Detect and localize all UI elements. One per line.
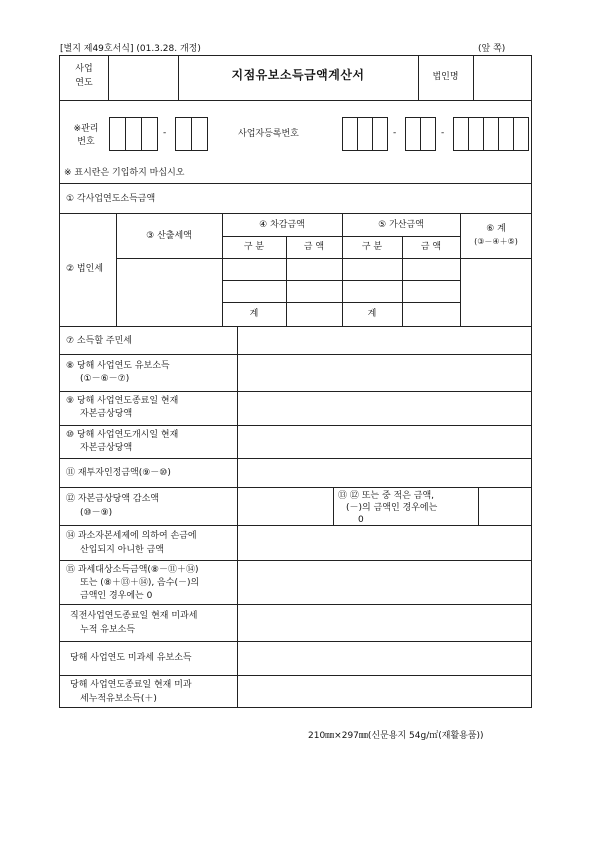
deduction-total-label: 계 (249, 309, 259, 319)
deduction-amount-header: 금 액 (303, 242, 325, 252)
row-11-label: ⑪ 재투자인정금액(⑨－⑩) (66, 468, 171, 478)
row-18-label: 당해 사업연도종료일 현재 미과 세누적유보소득(＋) (70, 680, 192, 704)
row-6-label: ⑥ 계 (③－④＋⑤) (474, 224, 518, 246)
mgmt-box-3[interactable] (141, 117, 158, 151)
divider (59, 458, 532, 459)
row-3-label: ③ 산출세액 (146, 231, 192, 241)
business-year-label: 사업 연도 (75, 64, 93, 88)
biz-reg-box-10[interactable] (513, 117, 529, 151)
row-12-label: ⑫ 자본금상당액 감소액 (⑩－⑨) (66, 494, 159, 518)
divider (59, 354, 532, 355)
mgmt-dash: - (163, 128, 167, 138)
divider (116, 213, 117, 326)
divider (222, 302, 460, 303)
addition-amount-header: 금 액 (420, 242, 442, 252)
mgmt-box-5[interactable] (191, 117, 208, 151)
divider (59, 100, 532, 101)
notice-text: ※ 표시란은 기입하지 마십시오 (64, 168, 185, 178)
row-17-label: 당해 사업연도 미과세 유보소득 (70, 653, 192, 663)
divider (59, 675, 532, 676)
addition-total-label: 계 (367, 309, 377, 319)
row-5-label: ⑤ 가산금액 (378, 220, 424, 230)
biz-reg-box-5[interactable] (420, 117, 436, 151)
page-side: (앞 쪽) (478, 44, 506, 54)
divider (222, 236, 460, 237)
divider (333, 487, 334, 525)
business-registration-label: 사업자등록번호 (238, 129, 299, 139)
biz-reg-box-3[interactable] (372, 117, 388, 151)
management-number-label: ※관리 번호 (73, 124, 99, 147)
row-7-label: ⑦ 소득할 주민세 (66, 336, 132, 346)
divider (59, 213, 532, 214)
mgmt-box-2[interactable] (125, 117, 142, 151)
row-8-label: ⑧ 당해 사업연도 유보소득 (①－⑥－⑦) (66, 361, 170, 384)
divider (237, 326, 238, 708)
row-14-label: ⑭ 과소자본세제에 의하여 손금에 산입되지 아니한 금액 (66, 531, 197, 555)
row-1-label: ① 각사업연도소득금액 (66, 194, 156, 204)
divider (59, 326, 532, 327)
biz-reg-box-6[interactable] (453, 117, 469, 151)
form-title: 지점유보소득금액계산서 (231, 68, 365, 82)
biz-reg-box-2[interactable] (357, 117, 373, 151)
row-15-label: ⑮ 과세대상소득금액(⑧－⑪＋⑭) 또는 (⑧＋⑬＋⑭), 음수(－)의 금액인 경우에는 0 (66, 565, 200, 601)
divider (222, 280, 460, 281)
biz-reg-box-1[interactable] (342, 117, 358, 151)
corporation-name-label: 법인명 (432, 72, 459, 82)
divider (108, 55, 109, 100)
divider (59, 487, 532, 488)
paper-spec: 210㎜×297㎜(신문용지 54g/㎡(재활용품)) (308, 731, 484, 741)
biz-reg-dash-1: - (393, 128, 397, 138)
divider (473, 55, 474, 100)
row-10-label: ⑩ 당해 사업연도개시일 현재 자본금상당액 (66, 430, 179, 453)
divider (59, 560, 532, 561)
row-13-label: ⑬ ⑫ 또는 중 적은 금액, (－)의 금액인 경우에는 0 (338, 491, 438, 525)
deduction-category-header: 구 분 (243, 242, 265, 252)
biz-reg-box-9[interactable] (498, 117, 514, 151)
divider (116, 258, 532, 259)
divider (478, 487, 479, 525)
mgmt-box-4[interactable] (175, 117, 192, 151)
biz-reg-dash-2: - (441, 128, 445, 138)
divider (59, 604, 532, 605)
biz-reg-box-4[interactable] (405, 117, 421, 151)
row-4-label: ④ 차감금액 (259, 220, 305, 230)
divider (59, 183, 532, 184)
addition-category-header: 구 분 (361, 242, 383, 252)
divider (59, 391, 532, 392)
divider (59, 641, 532, 642)
form-number: [별지 제49호서식] (01.3.28. 개정) (60, 44, 201, 54)
row-2-label: ② 법인세 (66, 264, 104, 274)
biz-reg-box-7[interactable] (468, 117, 484, 151)
row-16-label: 직전사업연도종료일 현재 미과세 누적 유보소득 (70, 611, 198, 635)
divider (59, 525, 532, 526)
row-9-label: ⑨ 당해 사업연도종료일 현재 자본금상당액 (66, 396, 179, 419)
biz-reg-box-8[interactable] (483, 117, 499, 151)
divider (59, 425, 532, 426)
mgmt-box-1[interactable] (109, 117, 126, 151)
